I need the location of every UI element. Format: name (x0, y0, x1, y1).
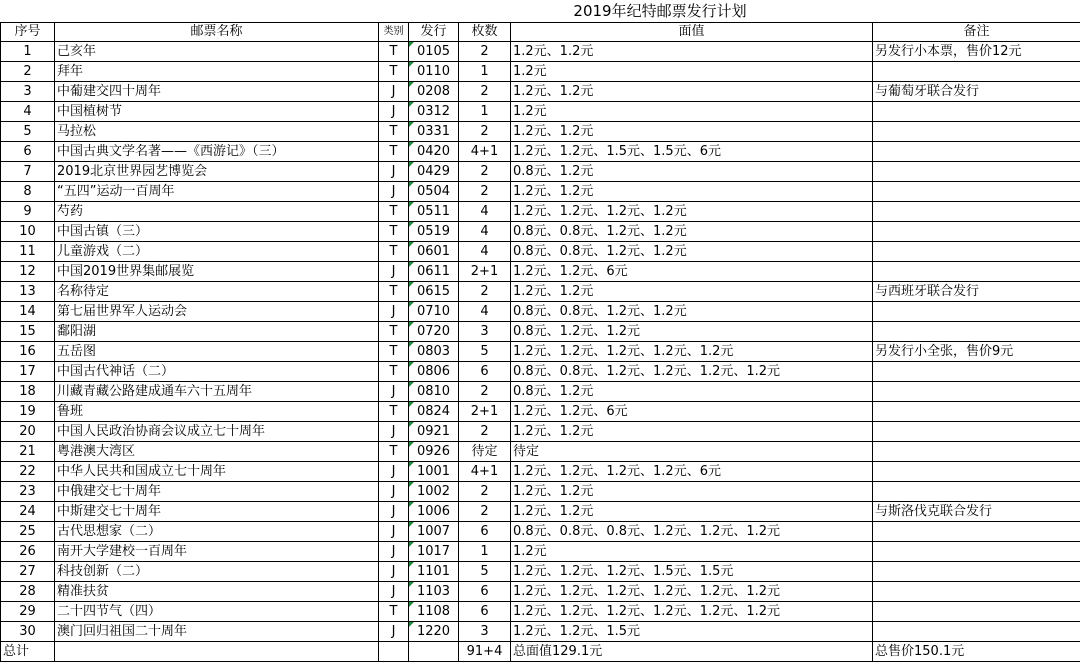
cell-issue-date[interactable]: 0824 (409, 402, 459, 422)
cell-face-value[interactable]: 0.8元、1.2元、1.2元 (511, 322, 873, 342)
cell-note[interactable] (873, 542, 1080, 562)
cell-face-value[interactable]: 1.2元、1.2元、1.2元、1.2元、1.2元、1.2元 (511, 602, 873, 622)
cell-face-value[interactable]: 1.2元、1.2元 (511, 82, 873, 102)
cell-note[interactable] (873, 562, 1080, 582)
cell-face-value[interactable]: 0.8元、1.2元 (511, 162, 873, 182)
cell-count[interactable]: 2+1 (459, 262, 511, 282)
cell-stamp-name[interactable]: 中葡建交四十周年 (55, 82, 379, 102)
cell-issue-date[interactable]: 1103 (409, 582, 459, 602)
table-row (1, 522, 1080, 542)
table-row (1, 142, 1080, 162)
cell-face-value[interactable]: 1.2元、1.2元、1.2元、1.2元、1.2元、1.2元 (511, 582, 873, 602)
cell-no[interactable]: 15 (1, 322, 55, 342)
cell-count[interactable]: 3 (459, 622, 511, 642)
cell-kind[interactable]: J (379, 482, 409, 502)
cell-issue-date[interactable]: 0429 (409, 162, 459, 182)
cell-no[interactable]: 25 (1, 522, 55, 542)
cell-no[interactable]: 14 (1, 302, 55, 322)
cell-count[interactable]: 2+1 (459, 402, 511, 422)
cell-face-value[interactable]: 待定 (511, 442, 873, 462)
cell-count[interactable]: 2 (459, 42, 511, 62)
table-row (1, 322, 1080, 342)
header-face[interactable]: 面值 (511, 23, 873, 42)
cell-note[interactable] (873, 362, 1080, 382)
cell-stamp-name[interactable]: 二十四节气（四） (55, 602, 379, 622)
cell-stamp-name[interactable]: 中国古镇（三） (55, 222, 379, 242)
cell-issue-date[interactable]: 0110 (409, 62, 459, 82)
table-row (1, 302, 1080, 322)
cell-stamp-name[interactable]: 科技创新（二） (55, 562, 379, 582)
cell-issue-date[interactable]: 1007 (409, 522, 459, 542)
cell-face-value[interactable]: 1.2元、1.2元 (511, 182, 873, 202)
header-note[interactable]: 备注 (873, 23, 1080, 42)
cell-note[interactable] (873, 302, 1080, 322)
cell-count[interactable]: 2 (459, 482, 511, 502)
cell-note[interactable] (873, 462, 1080, 482)
cell-kind[interactable]: T (379, 362, 409, 382)
cell-count[interactable]: 2 (459, 382, 511, 402)
cell-face-value[interactable]: 1.2元 (511, 542, 873, 562)
table-row (1, 502, 1080, 522)
cell-face-value[interactable]: 0.8元、1.2元 (511, 382, 873, 402)
cell-face-value[interactable]: 0.8元、0.8元、1.2元、1.2元 (511, 302, 873, 322)
cell-issue-date[interactable]: 0615 (409, 282, 459, 302)
cell-kind[interactable]: J (379, 502, 409, 522)
cell-issue-date[interactable]: 0710 (409, 302, 459, 322)
cell-note[interactable]: 与葡萄牙联合发行 (873, 82, 1080, 102)
cell-note[interactable]: 与斯洛伐克联合发行 (873, 502, 1080, 522)
cell-stamp-name[interactable]: 中国2019世界集邮展览 (55, 262, 379, 282)
header-kind[interactable]: 类别 (379, 23, 409, 42)
cell-count[interactable]: 6 (459, 602, 511, 622)
table-row (1, 62, 1080, 82)
cell-kind[interactable]: J (379, 582, 409, 602)
cell-count[interactable]: 2 (459, 182, 511, 202)
table-row (1, 482, 1080, 502)
cell-count[interactable]: 4+1 (459, 462, 511, 482)
total-count[interactable]: 91+4 (459, 642, 511, 662)
cell-issue-date[interactable]: 1002 (409, 482, 459, 502)
cell-count[interactable]: 4 (459, 242, 511, 262)
cell-issue-date[interactable]: 0511 (409, 202, 459, 222)
cell-note[interactable] (873, 102, 1080, 122)
cell-stamp-name[interactable]: 芍药 (55, 202, 379, 222)
total-row (1, 642, 1080, 662)
cell-count[interactable]: 6 (459, 362, 511, 382)
cell-no[interactable]: 18 (1, 382, 55, 402)
cell-issue-date[interactable]: 1220 (409, 622, 459, 642)
cell-no[interactable]: 26 (1, 542, 55, 562)
cell-note[interactable] (873, 602, 1080, 622)
cell-stamp-name[interactable]: 第七届世界军人运动会 (55, 302, 379, 322)
cell-kind[interactable]: T (379, 242, 409, 262)
table-row (1, 422, 1080, 442)
total-name-cell[interactable] (55, 642, 379, 662)
sheet-title: 2019年纪特邮票发行计划 (573, 2, 747, 20)
cell-count[interactable]: 4 (459, 202, 511, 222)
cell-issue-date[interactable]: 0803 (409, 342, 459, 362)
cell-face-value[interactable]: 0.8元、0.8元、1.2元、1.2元 (511, 222, 873, 242)
cell-count[interactable]: 2 (459, 282, 511, 302)
cell-note[interactable] (873, 242, 1080, 262)
cell-note[interactable] (873, 422, 1080, 442)
cell-note[interactable] (873, 202, 1080, 222)
cell-count[interactable]: 5 (459, 562, 511, 582)
cell-kind[interactable]: T (379, 222, 409, 242)
cell-count[interactable]: 4 (459, 222, 511, 242)
cell-kind[interactable]: T (379, 602, 409, 622)
cell-face-value[interactable]: 1.2元、1.2元 (511, 502, 873, 522)
cell-kind[interactable]: T (379, 322, 409, 342)
cell-count[interactable]: 1 (459, 542, 511, 562)
cell-kind[interactable]: J (379, 162, 409, 182)
cell-issue-date[interactable]: 1108 (409, 602, 459, 622)
cell-no[interactable]: 4 (1, 102, 55, 122)
cell-no[interactable]: 5 (1, 122, 55, 142)
cell-note[interactable] (873, 482, 1080, 502)
table-row (1, 442, 1080, 462)
cell-stamp-name[interactable]: 鄱阳湖 (55, 322, 379, 342)
cell-note[interactable]: 另发行小本票，售价12元 (873, 42, 1080, 62)
cell-face-value[interactable]: 1.2元、1.2元、1.2元、1.2元、1.2元 (511, 342, 873, 362)
cell-face-value[interactable]: 1.2元、1.2元 (511, 482, 873, 502)
cell-issue-date[interactable]: 0312 (409, 102, 459, 122)
cell-face-value[interactable]: 1.2元、1.2元、6元 (511, 262, 873, 282)
total-face[interactable]: 总面值129.1元 (511, 642, 873, 662)
cell-kind[interactable]: J (379, 562, 409, 582)
cell-no[interactable]: 10 (1, 222, 55, 242)
cell-stamp-name[interactable]: 精准扶贫 (55, 582, 379, 602)
cell-kind[interactable]: J (379, 422, 409, 442)
cell-issue-date[interactable]: 0420 (409, 142, 459, 162)
cell-count[interactable]: 6 (459, 522, 511, 542)
cell-face-value[interactable]: 1.2元、1.2元 (511, 122, 873, 142)
cell-issue-date[interactable]: 0504 (409, 182, 459, 202)
cell-no[interactable]: 28 (1, 582, 55, 602)
cell-count[interactable]: 5 (459, 342, 511, 362)
cell-note[interactable] (873, 582, 1080, 602)
table-row (1, 202, 1080, 222)
cell-kind[interactable]: J (379, 462, 409, 482)
cell-stamp-name[interactable]: 中国人民政治协商会议成立七十周年 (55, 422, 379, 442)
cell-stamp-name[interactable]: 儿童游戏（二） (55, 242, 379, 262)
cell-no[interactable]: 29 (1, 602, 55, 622)
table-row (1, 542, 1080, 562)
cell-no[interactable]: 3 (1, 82, 55, 102)
cell-no[interactable]: 30 (1, 622, 55, 642)
table-row (1, 462, 1080, 482)
cell-note[interactable] (873, 62, 1080, 82)
cell-stamp-name[interactable]: 中国古典文学名著——《西游记》（三） (55, 142, 379, 162)
cell-kind[interactable]: J (379, 82, 409, 102)
table-row (1, 102, 1080, 122)
total-date-cell[interactable] (409, 642, 459, 662)
cell-no[interactable]: 1 (1, 42, 55, 62)
cell-issue-date[interactable]: 0208 (409, 82, 459, 102)
cell-no[interactable]: 22 (1, 462, 55, 482)
cell-face-value[interactable]: 1.2元、1.2元 (511, 42, 873, 62)
cell-issue-date[interactable]: 1001 (409, 462, 459, 482)
cell-note[interactable]: 另发行小全张，售价9元 (873, 342, 1080, 362)
cell-issue-date[interactable]: 0810 (409, 382, 459, 402)
table-row (1, 222, 1080, 242)
cell-note[interactable]: 与西班牙联合发行 (873, 282, 1080, 302)
cell-count[interactable]: 1 (459, 102, 511, 122)
cell-issue-date[interactable]: 0921 (409, 422, 459, 442)
cell-kind[interactable]: J (379, 542, 409, 562)
cell-kind[interactable]: J (379, 522, 409, 542)
cell-note[interactable] (873, 142, 1080, 162)
table-row (1, 262, 1080, 282)
table-row (1, 602, 1080, 622)
cell-no[interactable]: 17 (1, 362, 55, 382)
header-count[interactable]: 枚数 (459, 23, 511, 42)
table-row (1, 282, 1080, 302)
cell-kind[interactable]: T (379, 42, 409, 62)
cell-face-value[interactable]: 1.2元、1.2元、1.2元、1.5元、1.5元 (511, 562, 873, 582)
cell-count[interactable]: 4 (459, 302, 511, 322)
cell-no[interactable]: 27 (1, 562, 55, 582)
header-date[interactable]: 发行 (409, 23, 459, 42)
cell-count[interactable]: 2 (459, 502, 511, 522)
cell-no[interactable]: 21 (1, 442, 55, 462)
cell-kind[interactable]: J (379, 262, 409, 282)
cell-kind[interactable]: T (379, 62, 409, 82)
cell-stamp-name[interactable]: 古代思想家（二） (55, 522, 379, 542)
cell-kind[interactable]: J (379, 302, 409, 322)
table-row (1, 122, 1080, 142)
cell-face-value[interactable]: 1.2元、1.2元、6元 (511, 402, 873, 422)
cell-issue-date[interactable]: 0806 (409, 362, 459, 382)
table-row (1, 362, 1080, 382)
cell-face-value[interactable]: 1.2元、1.2元 (511, 282, 873, 302)
table-row (1, 342, 1080, 362)
cell-no[interactable]: 24 (1, 502, 55, 522)
cell-issue-date[interactable]: 0519 (409, 222, 459, 242)
cell-count[interactable]: 2 (459, 422, 511, 442)
table-row (1, 82, 1080, 102)
cell-stamp-name[interactable]: 2019北京世界园艺博览会 (55, 162, 379, 182)
table-row (1, 242, 1080, 262)
cell-count[interactable]: 2 (459, 162, 511, 182)
cell-kind[interactable]: T (379, 282, 409, 302)
cell-stamp-name[interactable]: 中斯建交七十周年 (55, 502, 379, 522)
cell-note[interactable] (873, 522, 1080, 542)
cell-issue-date[interactable]: 0611 (409, 262, 459, 282)
cell-kind[interactable]: T (379, 402, 409, 422)
stamp-plan-table (0, 22, 1080, 662)
cell-stamp-name[interactable]: 拜年 (55, 62, 379, 82)
cell-no[interactable]: 7 (1, 162, 55, 182)
cell-no[interactable]: 9 (1, 202, 55, 222)
cell-count[interactable]: 2 (459, 82, 511, 102)
cell-count[interactable]: 6 (459, 582, 511, 602)
cell-stamp-name[interactable]: 五岳图 (55, 342, 379, 362)
cell-stamp-name[interactable]: 中国植树节 (55, 102, 379, 122)
cell-kind[interactable]: T (379, 202, 409, 222)
cell-stamp-name[interactable]: 川藏青藏公路建成通车六十五周年 (55, 382, 379, 402)
cell-stamp-name[interactable]: 马拉松 (55, 122, 379, 142)
cell-face-value[interactable]: 1.2元 (511, 62, 873, 82)
cell-no[interactable]: 23 (1, 482, 55, 502)
cell-kind[interactable]: T (379, 342, 409, 362)
cell-kind[interactable]: T (379, 442, 409, 462)
cell-kind[interactable]: T (379, 142, 409, 162)
cell-note[interactable] (873, 162, 1080, 182)
table-row (1, 562, 1080, 582)
cell-no[interactable]: 6 (1, 142, 55, 162)
total-label[interactable]: 总计 (1, 642, 55, 662)
cell-face-value[interactable]: 0.8元、0.8元、0.8元、1.2元、1.2元、1.2元 (511, 522, 873, 542)
cell-no[interactable]: 13 (1, 282, 55, 302)
total-note[interactable]: 总售价150.1元 (873, 642, 1080, 662)
table-row (1, 582, 1080, 602)
cell-issue-date[interactable]: 0105 (409, 42, 459, 62)
cell-issue-date[interactable]: 1006 (409, 502, 459, 522)
cell-no[interactable]: 11 (1, 242, 55, 262)
cell-issue-date[interactable]: 0331 (409, 122, 459, 142)
cell-no[interactable]: 12 (1, 262, 55, 282)
cell-issue-date[interactable]: 0926 (409, 442, 459, 462)
cell-note[interactable] (873, 322, 1080, 342)
cell-note[interactable] (873, 222, 1080, 242)
cell-stamp-name[interactable]: 中华人民共和国成立七十周年 (55, 462, 379, 482)
cell-stamp-name[interactable]: “五四”运动一百周年 (55, 182, 379, 202)
cell-note[interactable] (873, 442, 1080, 462)
cell-note[interactable] (873, 122, 1080, 142)
cell-kind[interactable]: J (379, 382, 409, 402)
cell-count[interactable]: 4+1 (459, 142, 511, 162)
cell-count[interactable]: 2 (459, 122, 511, 142)
cell-note[interactable] (873, 262, 1080, 282)
cell-issue-date[interactable]: 0720 (409, 322, 459, 342)
table-body (1, 42, 1080, 642)
cell-face-value[interactable]: 0.8元、0.8元、1.2元、1.2元 (511, 242, 873, 262)
cell-note[interactable] (873, 402, 1080, 422)
cell-stamp-name[interactable]: 中国古代神话（二） (55, 362, 379, 382)
table-row (1, 162, 1080, 182)
cell-stamp-name[interactable]: 中俄建交七十周年 (55, 482, 379, 502)
cell-stamp-name[interactable]: 澳门回归祖国二十周年 (55, 622, 379, 642)
table-row (1, 42, 1080, 62)
cell-kind[interactable]: J (379, 102, 409, 122)
cell-no[interactable]: 20 (1, 422, 55, 442)
cell-stamp-name[interactable]: 名称待定 (55, 282, 379, 302)
header-no[interactable]: 序号 (1, 23, 55, 42)
table-row (1, 382, 1080, 402)
cell-stamp-name[interactable]: 鲁班 (55, 402, 379, 422)
header-row (1, 23, 1080, 42)
cell-face-value[interactable]: 1.2元、1.2元、1.2元、1.2元 (511, 202, 873, 222)
cell-note[interactable] (873, 622, 1080, 642)
cell-face-value[interactable]: 1.2元 (511, 102, 873, 122)
table-row (1, 402, 1080, 422)
cell-count[interactable]: 1 (459, 62, 511, 82)
cell-issue-date[interactable]: 1017 (409, 542, 459, 562)
cell-face-value[interactable]: 1.2元、1.2元、1.5元、1.5元、6元 (511, 142, 873, 162)
cell-count[interactable]: 待定 (459, 442, 511, 462)
cell-stamp-name[interactable]: 南开大学建校一百周年 (55, 542, 379, 562)
cell-no[interactable]: 19 (1, 402, 55, 422)
cell-issue-date[interactable]: 0601 (409, 242, 459, 262)
cell-stamp-name[interactable]: 己亥年 (55, 42, 379, 62)
table-row (1, 622, 1080, 642)
cell-note[interactable] (873, 182, 1080, 202)
cell-no[interactable]: 8 (1, 182, 55, 202)
header-name[interactable]: 邮票名称 (55, 23, 379, 42)
total-kind-cell[interactable] (379, 642, 409, 662)
table-row (1, 182, 1080, 202)
cell-issue-date[interactable]: 1101 (409, 562, 459, 582)
cell-kind[interactable]: J (379, 182, 409, 202)
cell-count[interactable]: 3 (459, 322, 511, 342)
cell-kind[interactable]: J (379, 622, 409, 642)
cell-note[interactable] (873, 382, 1080, 402)
cell-kind[interactable]: T (379, 122, 409, 142)
cell-face-value[interactable]: 0.8元、0.8元、1.2元、1.2元、1.2元、1.2元 (511, 362, 873, 382)
cell-no[interactable]: 2 (1, 62, 55, 82)
cell-no[interactable]: 16 (1, 342, 55, 362)
cell-stamp-name[interactable]: 粤港澳大湾区 (55, 442, 379, 462)
cell-face-value[interactable]: 1.2元、1.2元 (511, 422, 873, 442)
cell-face-value[interactable]: 1.2元、1.2元、1.2元、1.2元、6元 (511, 462, 873, 482)
cell-face-value[interactable]: 1.2元、1.2元、1.5元 (511, 622, 873, 642)
